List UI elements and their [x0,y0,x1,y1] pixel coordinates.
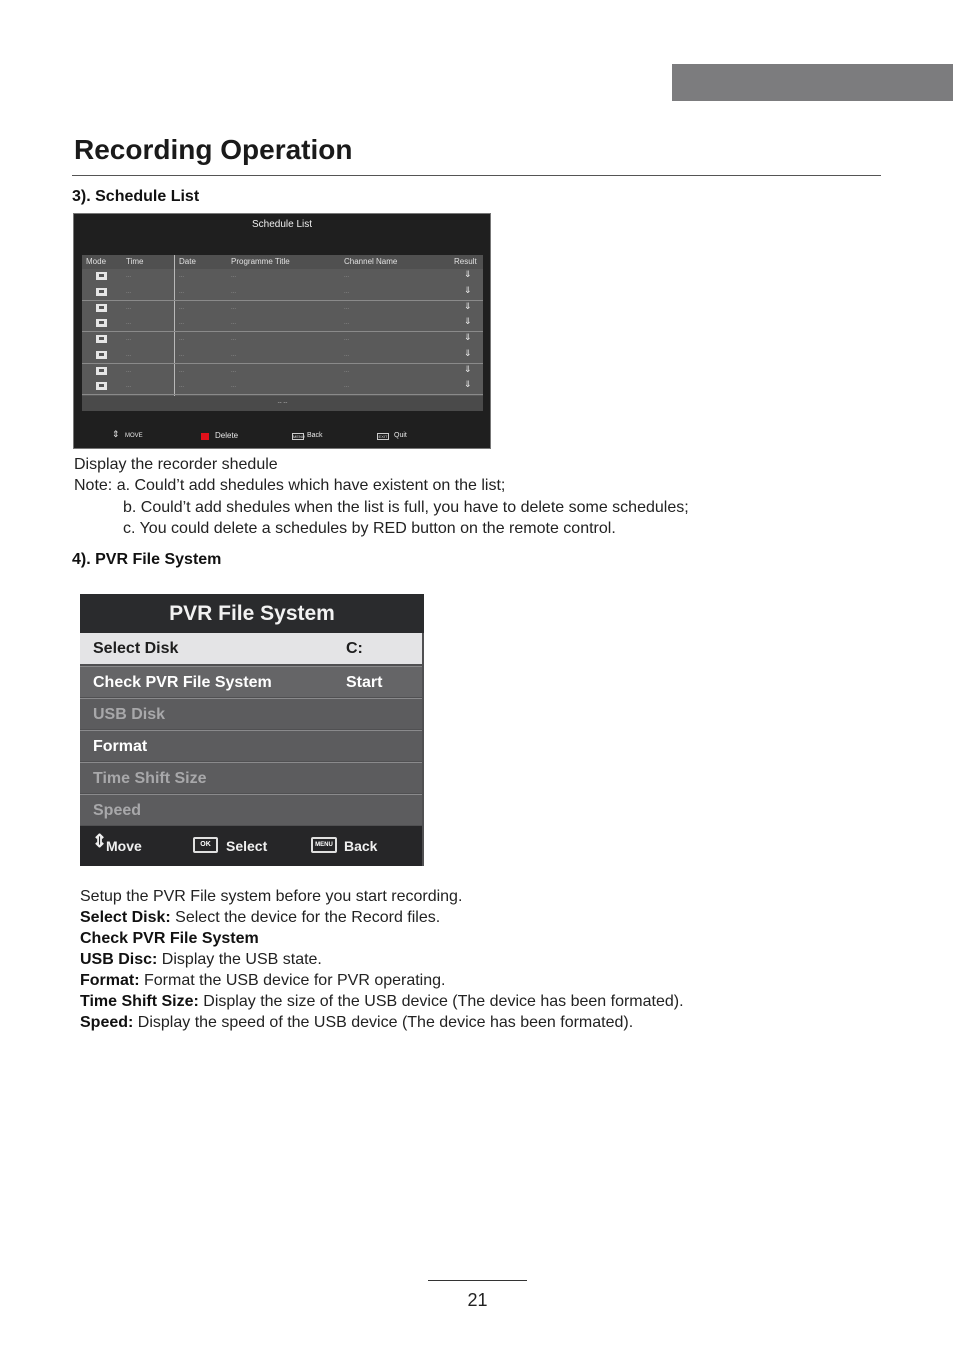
placeholder-cell: ... [231,367,237,374]
pvr-row-speed [80,794,422,825]
placeholder-cell: ... [344,273,350,279]
pvr-row-usb-disk [80,698,422,729]
col-programme-title: Programme Title [231,257,290,266]
schedule-rows [82,269,483,395]
quit-label: Quit [394,432,407,439]
pvr-row-label: Check PVR File System [93,674,272,691]
pvr-row-time-shift-size [80,762,422,793]
move-arrows-icon: ⇕ [92,831,108,851]
placeholder-cell: ... [179,367,185,374]
placeholder-cell: ... [344,320,350,327]
placeholder-cell: ... [126,320,132,327]
schedule-note-c: c. You could delete a schedules by RED button on the remote control. [123,520,616,537]
schedule-row [82,285,483,301]
col-channel-name: Channel Name [344,257,398,266]
pvr-back-label: Back [344,838,378,854]
schedule-row [82,379,483,395]
schedule-page-indicator: -- -- [82,396,483,411]
placeholder-cell: ... [126,383,132,390]
down-arrow-icon: ⇓ [464,347,472,358]
placeholder-cell: ... [344,367,350,374]
ok-key-icon: OK [193,837,218,853]
placeholder-cell: ... [231,336,237,342]
placeholder-cell: ... [179,304,185,311]
placeholder-cell: ... [126,351,132,358]
schedule-footer [74,429,490,443]
col-mode: Mode [86,257,107,266]
record-mode-icon [96,288,107,296]
item-desc: Display the speed of the USB device (The device has been formated). [133,1014,634,1031]
section-heading-pvr-file-system: 4). PVR File System [72,551,222,568]
record-mode-icon [96,351,107,359]
down-arrow-icon: ⇓ [464,332,472,342]
schedule-row [82,316,483,332]
placeholder-cell: ... [179,320,185,327]
section-heading-schedule-list: 3). Schedule List [72,188,200,205]
down-arrow-icon: ⇓ [464,300,472,311]
placeholder-cell: ... [179,383,185,390]
menu-key-icon: MENU [293,434,305,439]
pvr-row-label: Format [93,738,148,755]
down-arrow-icon: ⇓ [464,269,472,279]
schedule-list-title: Schedule List [251,219,313,230]
delete-label: Delete [215,431,239,440]
exit-key-icon: EXIT [378,434,388,439]
down-arrow-icon: ⇓ [464,363,472,374]
pvr-row-value: Start [346,674,383,691]
record-mode-icon [96,367,107,375]
pvr-item-check-file-system [80,928,259,949]
schedule-table [82,255,483,411]
pvr-item-usb-disc [80,949,322,970]
item-desc: Format the USB device for PVR operating. [139,972,446,989]
item-desc: Display the USB state. [157,951,322,968]
move-arrows-icon: ⇕ [112,429,120,439]
schedule-row [82,348,483,364]
pvr-row-select-disk [80,633,422,664]
title-divider [72,175,881,176]
placeholder-cell: ... [126,367,132,374]
item-term: Check PVR File System [80,930,259,947]
schedule-table-header [82,255,483,269]
pvr-move-label: Move [106,838,142,854]
pvr-row-label: Select Disk [93,640,179,657]
pvr-file-system-screenshot [80,594,424,866]
schedule-description: Display the recorder shedule [74,456,278,473]
placeholder-cell: ... [231,304,237,311]
down-arrow-icon: ⇓ [464,316,472,327]
pvr-select-label: Select [226,838,268,854]
placeholder-cell: ... [179,288,185,295]
item-desc: Select the device for the Record files. [170,909,441,926]
pvr-menu-title: PVR File System [80,594,424,633]
pvr-row-format [80,730,422,761]
down-arrow-icon: ⇓ [464,379,472,390]
pvr-row-label: Time Shift Size [93,770,207,787]
back-label: Back [307,432,323,439]
item-term: Time Shift Size: [80,993,199,1010]
placeholder-cell: ... [344,351,350,358]
schedule-row [82,364,483,380]
placeholder-cell: ... [344,383,350,390]
pvr-row-check-file-system [80,666,422,697]
placeholder-cell: ... [126,336,132,342]
schedule-list-screenshot [73,213,491,449]
placeholder-cell: ... [126,304,132,311]
record-mode-icon [96,335,107,343]
record-mode-icon [96,319,107,327]
record-mode-icon [96,382,107,390]
placeholder-cell: ... [344,288,350,295]
col-result: Result [454,257,477,266]
placeholder-cell: ... [126,273,132,279]
header-bar [672,64,953,101]
record-mode-icon [96,272,107,280]
record-mode-icon [96,304,107,312]
pvr-row-value: C: [346,640,363,657]
pvr-row-label: Speed [93,802,142,819]
pvr-item-time-shift-size [80,991,684,1012]
item-term: Select Disk: [80,909,171,926]
item-term: USB Disc: [80,951,158,968]
placeholder-cell: ... [179,336,185,342]
placeholder-cell: ... [126,288,132,295]
pvr-footer [80,826,422,866]
item-term: Speed: [80,1014,134,1031]
schedule-note-a: Note: a. Could’t add shedules which have existent on the list; [74,477,506,494]
red-button-icon [201,433,209,440]
down-arrow-icon: ⇓ [464,284,472,295]
placeholder-cell: ... [344,304,350,311]
schedule-row [82,301,483,317]
col-date: Date [179,257,196,266]
pvr-item-select-disk [80,907,440,928]
pvr-item-speed [80,1012,633,1033]
item-term: Format: [80,972,140,989]
placeholder-cell: ... [231,273,237,279]
item-desc: Display the size of the USB device (The device has been formated). [198,993,684,1010]
placeholder-cell: ... [231,351,237,358]
placeholder-cell: ... [231,288,237,295]
page-number: 21 [467,1290,488,1310]
move-label: MOVE [125,433,143,439]
schedule-note-b: b. Could’t add shedules when the list is full, you have to delete some schedules; [123,499,689,516]
placeholder-cell: ... [231,320,237,327]
pvr-item-format [80,970,445,991]
page-title: Recording Operation [74,134,353,165]
page-number-rule [428,1280,527,1281]
placeholder-cell: ... [231,383,237,390]
pvr-row-label: USB Disk [93,706,166,723]
placeholder-cell: ... [179,273,185,279]
menu-key-icon: MENU [311,837,337,853]
col-time: Time [126,257,144,266]
schedule-row [82,332,483,348]
schedule-row [82,269,483,285]
placeholder-cell: ... [179,351,185,358]
pvr-intro: Setup the PVR File system before you start recording. [80,888,463,905]
placeholder-cell: ... [344,336,350,342]
